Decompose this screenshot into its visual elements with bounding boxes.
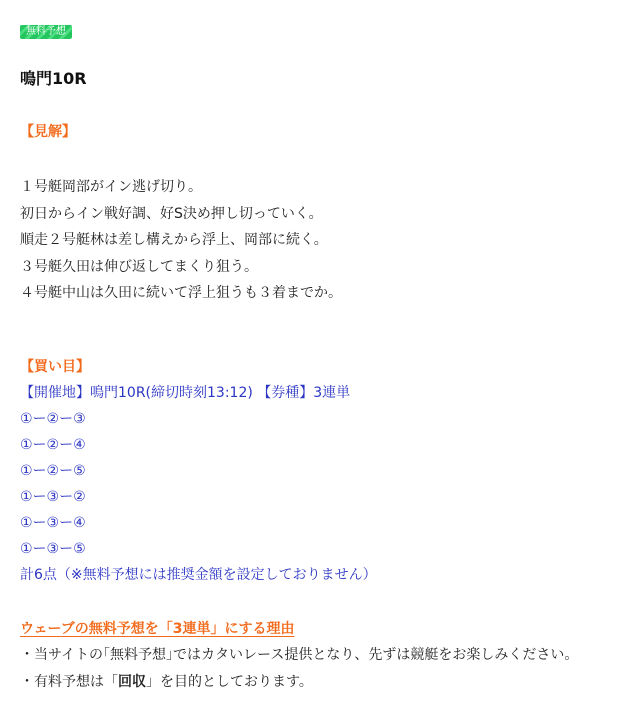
reason-bullet-1: ・当サイトの｢無料予想｣ではカタいレース提供となり、先ずは競艇をお楽しみください。 (20, 647, 579, 663)
race-title: 鳴門10R (20, 69, 87, 88)
reason-bullet-2-prefix: ・有料予想は「 (20, 674, 118, 690)
bets-heading: 【買い目】 (20, 359, 90, 375)
bet-combo: ①ー③ー④ (20, 515, 86, 531)
bet-combo: ①ー②ー⑤ (20, 463, 86, 479)
opinion-line: 順走２号艇林は差し構えから浮上、岡部に続く。 (20, 232, 328, 248)
bet-combo: ①ー③ー⑤ (20, 541, 86, 557)
free-prediction-badge: 無料予想 (20, 25, 72, 39)
reason-bullet-2-suffix: 」を目的としております。 (146, 674, 313, 690)
bet-combo: ①ー②ー④ (20, 437, 86, 453)
bets-list (20, 380, 377, 588)
reason-bullet-2-bold: 回収 (118, 674, 146, 690)
opinion-heading: 【見解】 (20, 124, 76, 140)
opinion-line: １号艇岡部がイン逃げ切り。 (20, 179, 202, 195)
opinion-text (20, 174, 342, 307)
opinion-line: ３号艇久田は伸び返してまくり狙う。 (20, 258, 258, 275)
reason-bullets (20, 642, 578, 696)
opinion-line: 初日からイン戦好調、好S決め押し切っていく。 (20, 205, 323, 222)
reason-heading: ウェーブの無料予想を「3連単」にする理由 (20, 621, 295, 637)
bet-combo: ①ー②ー③ (20, 411, 86, 427)
reason-bullet-2 (20, 669, 578, 696)
bets-info: 【開催地】鳴門10R(締切時刻13:12) 【券種】3連単 (20, 385, 351, 401)
bet-combo: ①ー③ー② (20, 489, 86, 505)
bets-total: 計6点（※無料予想には推奨金額を設定しておりません） (20, 567, 377, 583)
opinion-line: ４号艇中山は久田に続いて浮上狙うも３着までか。 (20, 285, 342, 301)
